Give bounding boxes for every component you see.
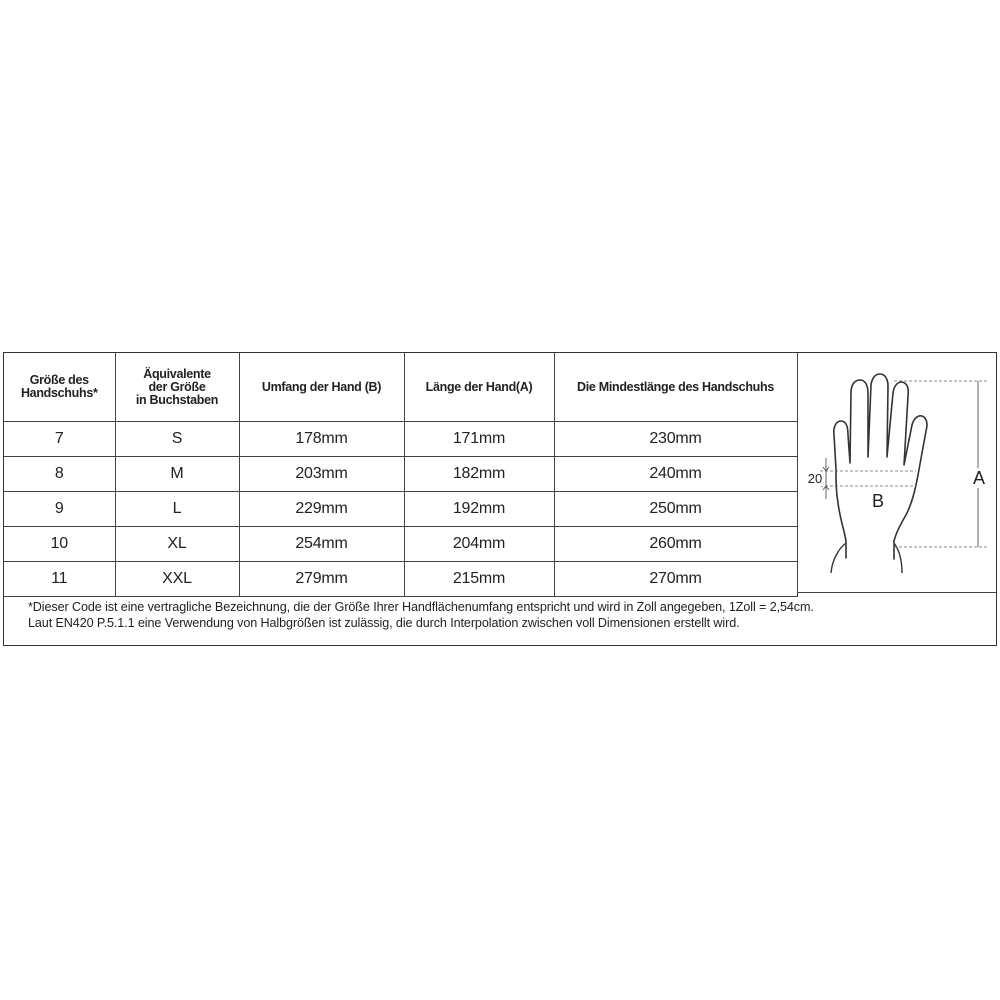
cell-letter-size: M	[115, 457, 239, 492]
wrist-line-right	[894, 543, 902, 573]
cell-hand-length: 192mm	[404, 492, 554, 527]
table-row	[4, 422, 797, 457]
footnote-line-1: *Dieser Code ist eine vertragliche Bezeichnung, die der Größe Ihrer Handflächenumfang entspricht und wird in Zoll angegeben, 1Zoll = 2,54cm.	[28, 600, 814, 614]
table-header-row	[4, 353, 797, 422]
cell-letter-size: S	[115, 422, 239, 457]
cell-letter-size: XL	[115, 527, 239, 562]
wrist-line-left	[831, 543, 846, 573]
cell-hand-length: 204mm	[404, 527, 554, 562]
header-hand-circumference: Umfang der Hand (B)	[239, 353, 404, 422]
cell-circumference: 178mm	[239, 422, 404, 457]
cell-circumference: 254mm	[239, 527, 404, 562]
cell-min-length: 270mm	[554, 562, 797, 597]
cell-min-length: 260mm	[554, 527, 797, 562]
cell-min-length: 240mm	[554, 457, 797, 492]
table-row	[4, 562, 797, 597]
cell-circumference: 279mm	[239, 562, 404, 597]
cell-hand-length: 171mm	[404, 422, 554, 457]
cell-circumference: 229mm	[239, 492, 404, 527]
size-table	[4, 353, 798, 597]
cell-letter-size: XXL	[115, 562, 239, 597]
cell-circumference: 203mm	[239, 457, 404, 492]
glove-size-chart	[3, 352, 997, 646]
footnote-line-2: Laut EN420 P.5.1.1 eine Verwendung von Halbgrößen ist zulässig, die durch Interpolation zwischen voll Dimensionen erstellt wird.	[28, 616, 740, 630]
cell-min-length: 230mm	[554, 422, 797, 457]
table-row	[4, 492, 797, 527]
label-b: B	[871, 491, 885, 511]
table-row	[4, 527, 797, 562]
cell-glove-size: 7	[4, 422, 115, 457]
cell-glove-size: 9	[4, 492, 115, 527]
cell-hand-length: 215mm	[404, 562, 554, 597]
header-min-glove-length: Die Mindestlänge des Handschuhs	[554, 353, 797, 422]
label-20: 20	[807, 471, 823, 486]
header-letter-equivalent: Äquivalente der Größe in Buchstaben	[115, 353, 239, 422]
label-a: A	[972, 468, 986, 488]
hand-icon	[798, 353, 997, 593]
cell-glove-size: 10	[4, 527, 115, 562]
cell-glove-size: 11	[4, 562, 115, 597]
footnote	[4, 593, 996, 645]
header-glove-size: Größe des Handschuhs*	[4, 353, 115, 422]
hand-outline	[834, 374, 927, 559]
cell-hand-length: 182mm	[404, 457, 554, 492]
table-row	[4, 457, 797, 492]
header-hand-length: Länge der Hand(A)	[404, 353, 554, 422]
cell-min-length: 250mm	[554, 492, 797, 527]
cell-letter-size: L	[115, 492, 239, 527]
hand-measurement-diagram	[797, 353, 996, 593]
cell-glove-size: 8	[4, 457, 115, 492]
